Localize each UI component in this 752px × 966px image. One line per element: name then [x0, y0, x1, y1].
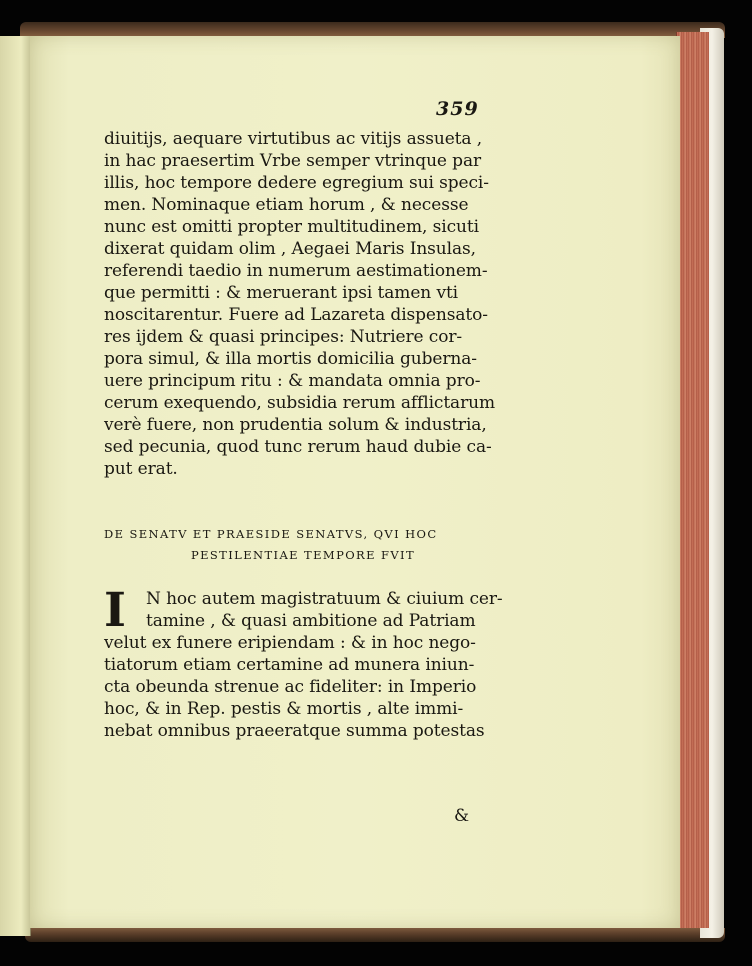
- page-edges: [676, 32, 709, 928]
- book-page: [30, 36, 680, 928]
- heading-line: DE SENATV ET PRAESIDE SENATVS, QVI HOC: [104, 527, 438, 541]
- text-line: cerum exequendo, subsidia rerum afflictarum: [104, 393, 495, 413]
- page-number: 359: [436, 98, 479, 120]
- text-line: N hoc autem magistratuum & ciuium cer-: [146, 589, 503, 609]
- text-line: diuitijs, aequare virtutibus ac vitijs assueta ,: [104, 129, 483, 149]
- text-line: cta obeunda strenue ac fideliter: in Imperio: [104, 677, 477, 697]
- text-line: res ijdem & quasi principes: Nutriere cor-: [104, 327, 463, 347]
- text-line: illis, hoc tempore dedere egregium sui speci-: [104, 173, 489, 193]
- text-line: tiatorum etiam certamine ad munera iniun-: [104, 655, 475, 675]
- facing-page-edge: [0, 36, 31, 936]
- paragraph-2: [104, 583, 524, 742]
- text-line: in hac praesertim Vrbe semper vtrinque par: [104, 151, 482, 171]
- catchword: &: [454, 806, 470, 826]
- text-line: nebat omnibus praeeratque summa potestas: [104, 721, 485, 741]
- text-line: referendi taedio in numerum aestimationem-: [104, 261, 488, 281]
- text-line: sed pecunia, quod tunc rerum haud dubie ca-: [104, 437, 492, 457]
- text-line: dixerat quidam olim , Aegaei Maris Insulas,: [104, 239, 476, 259]
- text-line: hoc, & in Rep. pestis & mortis , alte immi-: [104, 699, 464, 719]
- heading-line: PESTILENTIAE TEMPORE FVIT: [190, 548, 416, 562]
- section-heading: [104, 524, 524, 566]
- paragraph-1: [104, 128, 524, 480]
- text-line: tamine , & quasi ambitione ad Patriam: [146, 611, 476, 631]
- text-line: uere principum ritu : & mandata omnia pro-: [104, 371, 481, 391]
- drop-cap: I: [104, 583, 126, 638]
- text-line: verè fuere, non prudentia solum & industria,: [104, 415, 487, 435]
- text-line: put erat.: [104, 459, 178, 479]
- book-binding-bottom: [25, 928, 725, 942]
- text-line: velut ex funere eripiendam : & in hoc nego-: [104, 633, 476, 653]
- text-line: men. Nominaque etiam horum , & necesse: [104, 195, 469, 215]
- text-line: pora simul, & illa mortis domicilia guberna-: [104, 349, 477, 369]
- text-line: nunc est omitti propter multitudinem, sicuti: [104, 217, 479, 237]
- text-line: que permitti : & meruerant ipsi tamen vti: [104, 283, 459, 303]
- text-line: noscitarentur. Fuere ad Lazareta dispensato-: [104, 305, 488, 325]
